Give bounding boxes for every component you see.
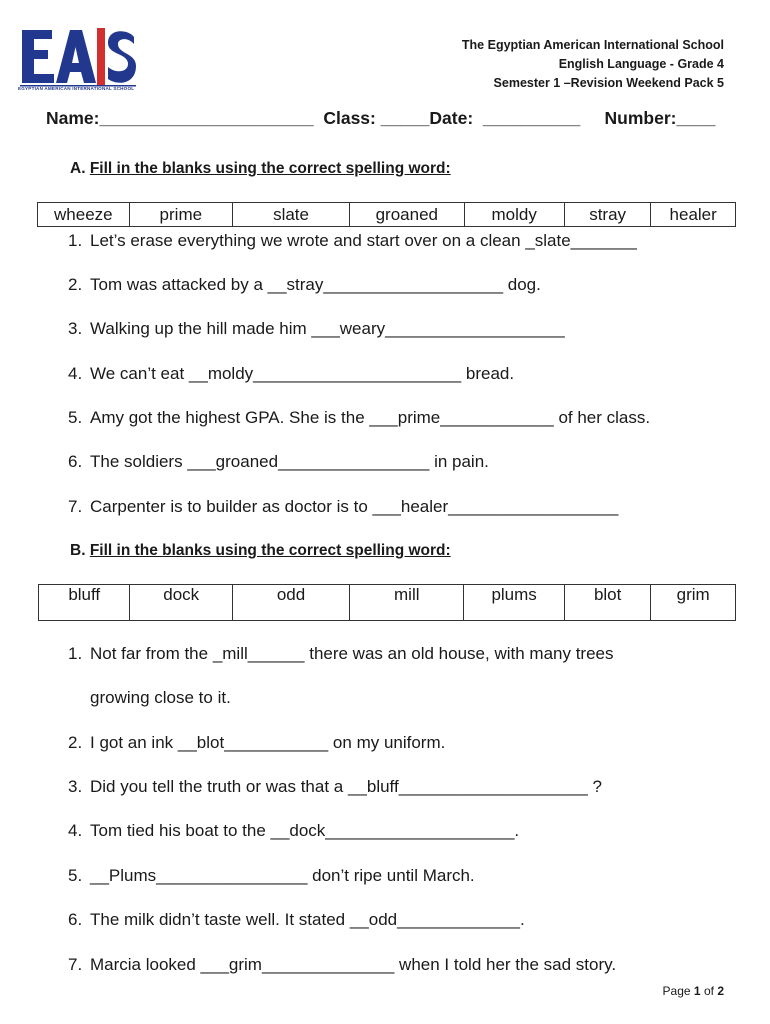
- question-number: 4.: [68, 821, 83, 840]
- question-b-5: [68, 866, 475, 886]
- word-bank-a-cell: groaned: [350, 203, 464, 227]
- question-a-3: [68, 319, 565, 339]
- question-number: 4.: [68, 364, 83, 383]
- subject-grade: English Language - Grade 4: [558, 57, 724, 71]
- question-text: Walking up the hill made him ___weary___________________: [90, 319, 565, 338]
- question-a-4: [68, 364, 514, 384]
- question-text: Did you tell the truth or was that a __bluff____________________ ?: [90, 777, 602, 796]
- question-text: The soldiers ___groaned________________ in pain.: [90, 452, 489, 471]
- word-bank-a-cell: stray: [564, 203, 650, 227]
- question-text: We can’t eat __moldy______________________ bread.: [90, 364, 515, 383]
- question-text: Carpenter is to builder as doctor is to ___healer__________________: [90, 497, 619, 516]
- question-b-3: [68, 777, 602, 797]
- section-a-title-text: Fill in the blanks using the correct spelling word:: [89, 160, 451, 177]
- question-number: 3.: [68, 777, 83, 796]
- question-number: 1.: [68, 231, 83, 250]
- question-text: The milk didn’t taste well. It stated __odd_____________.: [90, 910, 525, 929]
- of-word: of: [703, 984, 714, 998]
- question-text: Not far from the _mill______ there was an old house, with many trees: [90, 644, 614, 663]
- section-b-title: [70, 542, 451, 560]
- question-number: 3.: [68, 319, 83, 338]
- current-page: 1: [693, 984, 701, 998]
- question-b-4: [68, 821, 519, 841]
- question-number: 5.: [68, 866, 83, 885]
- total-pages: 2: [717, 984, 724, 998]
- word-bank-b-cell: dock: [130, 585, 232, 621]
- question-b-1-continuation: growing close to it.: [90, 688, 231, 707]
- question-b-7: [68, 955, 616, 975]
- question-text: Tom tied his boat to the __dock____________________.: [90, 821, 520, 840]
- word-bank-a: [37, 202, 736, 227]
- page-number: [663, 984, 724, 998]
- word-bank-a-cell: moldy: [464, 203, 564, 227]
- question-text: Tom was attacked by a __stray___________________ dog.: [90, 275, 541, 294]
- school-name: The Egyptian American International School: [461, 38, 724, 52]
- word-bank-b: [38, 584, 736, 621]
- question-number: 7.: [68, 955, 83, 974]
- word-bank-a-cell: prime: [129, 203, 232, 227]
- question-text: Let’s erase everything we wrote and start over on a clean _slate_______: [90, 231, 637, 250]
- question-a-5: [68, 408, 650, 428]
- word-bank-b-cell: grim: [651, 585, 736, 621]
- question-a-1: [68, 231, 637, 251]
- word-bank-b-cell: blot: [564, 585, 650, 621]
- question-text: I got an ink __blot___________ on my uniform.: [90, 733, 446, 752]
- question-number: 6.: [68, 910, 83, 929]
- word-bank-a-cell: healer: [651, 203, 736, 227]
- school-logo: [18, 22, 138, 96]
- question-b-2: [68, 733, 445, 753]
- page-word: Page: [662, 984, 691, 998]
- question-number: 5.: [68, 408, 83, 427]
- question-b-6: [68, 910, 525, 930]
- question-text: Marcia looked ___grim______________ when I told her the sad story.: [90, 955, 617, 974]
- section-a-letter: A.: [70, 160, 90, 177]
- section-a-title: [70, 160, 451, 178]
- word-bank-b-cell: plums: [464, 585, 565, 621]
- logo-caption: EGYPTIAN AMERICAN INTERNATIONAL SCHOOL: [18, 86, 135, 91]
- question-a-7: [68, 497, 618, 517]
- question-number: 1.: [68, 644, 83, 663]
- question-number: 6.: [68, 452, 83, 471]
- word-bank-b-cell: bluff: [39, 585, 130, 621]
- section-b-title-text: Fill in the blanks using the correct spelling word:: [89, 542, 451, 559]
- pack-title: Semester 1 –Revision Weekend Pack 5: [493, 76, 724, 90]
- question-a-2: [68, 275, 541, 295]
- word-bank-a-cell: wheeze: [38, 203, 130, 227]
- question-text: __Plums________________ don’t ripe until March.: [90, 866, 475, 885]
- school-header: [462, 36, 724, 93]
- word-bank-a-cell: slate: [232, 203, 349, 227]
- question-number: 2.: [68, 275, 83, 294]
- question-text: Amy got the highest GPA. She is the ___prime____________ of her class.: [90, 408, 651, 427]
- question-b-1: [68, 644, 614, 664]
- student-info-line: Name:______________________ Class: _____Date: __________ Number:____: [46, 108, 716, 128]
- question-a-6: [68, 452, 489, 472]
- question-number: 2.: [68, 733, 83, 752]
- section-b-letter: B.: [70, 542, 90, 559]
- word-bank-b-cell: mill: [350, 585, 464, 621]
- word-bank-b-cell: odd: [232, 585, 349, 621]
- question-number: 7.: [68, 497, 83, 516]
